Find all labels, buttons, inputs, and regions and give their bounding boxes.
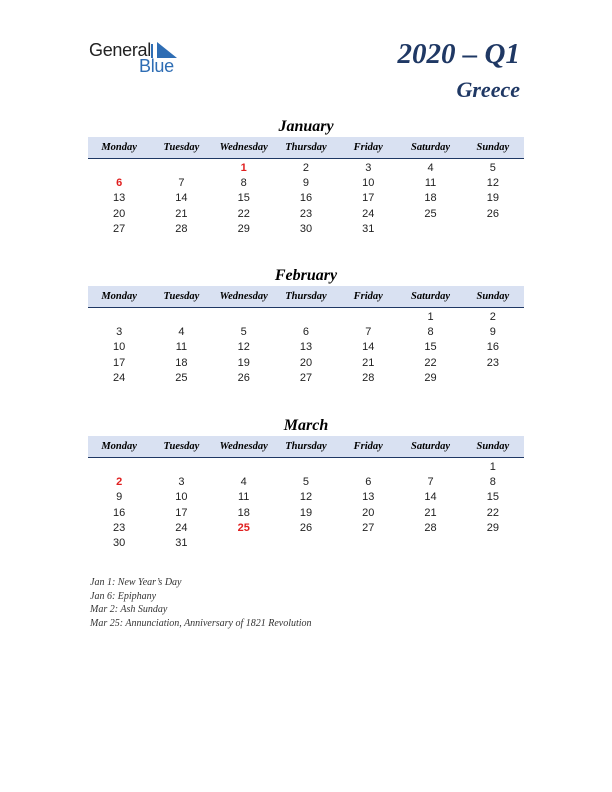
day-cell: 13 xyxy=(362,491,375,504)
day-cell: 18 xyxy=(175,356,188,369)
month-february xyxy=(88,266,524,385)
day-cell: 10 xyxy=(175,491,188,504)
month-name: January xyxy=(278,118,334,135)
day-cell: 15 xyxy=(486,491,499,504)
day-cell: 7 xyxy=(178,176,185,189)
day-cell: 27 xyxy=(113,222,126,235)
week-row xyxy=(88,175,524,190)
day-cell: 26 xyxy=(486,207,499,220)
day-cell: 5 xyxy=(489,161,496,174)
day-cell: 19 xyxy=(486,192,499,205)
day-cell: 22 xyxy=(424,356,437,369)
day-cell: 27 xyxy=(299,371,313,384)
day-cell: 31 xyxy=(362,222,375,235)
day-cell: 1 xyxy=(427,310,434,323)
day-cell: 10 xyxy=(113,341,126,354)
weekday-label: Monday xyxy=(101,441,137,452)
day-cell: 2 xyxy=(489,310,496,323)
day-cell: 6 xyxy=(302,325,310,338)
day-cell: 14 xyxy=(424,491,437,504)
week-row xyxy=(88,191,524,206)
weekday-label: Friday xyxy=(353,291,383,302)
week-row xyxy=(88,206,524,221)
logo-word-blue: Blue xyxy=(139,56,174,76)
day-cell: 26 xyxy=(299,521,313,534)
day-cell: 7 xyxy=(365,325,372,338)
day-cell: 9 xyxy=(302,176,310,189)
day-cell: 21 xyxy=(175,207,188,220)
day-cell: 24 xyxy=(175,521,188,534)
day-cell: 24 xyxy=(362,207,375,220)
day-cell: 3 xyxy=(116,325,123,338)
day-cell: 31 xyxy=(175,537,188,550)
day-cell: 3 xyxy=(178,475,185,488)
weekday-label: Saturday xyxy=(411,142,451,153)
weekday-label: Thursday xyxy=(285,441,327,452)
weekday-label: Tuesday xyxy=(163,441,200,452)
day-cell: 30 xyxy=(113,537,126,550)
day-cell: 4 xyxy=(427,161,434,174)
day-cell: 11 xyxy=(424,176,437,189)
weekday-header xyxy=(88,137,524,159)
day-cell: 16 xyxy=(113,506,126,519)
day-cell: 12 xyxy=(299,491,313,504)
day-cell: 25 xyxy=(424,207,437,220)
day-cell: 8 xyxy=(489,475,496,488)
day-cell: 9 xyxy=(116,491,123,504)
month-name: February xyxy=(274,267,338,284)
day-cell: 20 xyxy=(113,207,126,220)
day-cell: 20 xyxy=(362,506,375,519)
week-row xyxy=(88,505,524,520)
day-cell: 21 xyxy=(424,506,437,519)
quarter-title: 2020 – Q1 xyxy=(397,38,520,70)
week-row xyxy=(88,355,524,370)
week-row xyxy=(88,370,524,385)
weekday-label: Saturday xyxy=(411,441,451,452)
day-cell: 16 xyxy=(299,192,313,205)
day-cell: 15 xyxy=(424,341,437,354)
day-cell: 29 xyxy=(237,222,250,235)
holiday-note: Jan 1: New Year’s Day xyxy=(90,577,182,588)
day-cell: 23 xyxy=(486,356,499,369)
day-cell: 19 xyxy=(299,506,313,519)
day-cell: 23 xyxy=(113,521,126,534)
day-cell: 5 xyxy=(302,475,310,488)
day-cell: 5 xyxy=(240,325,247,338)
weekday-label: Sunday xyxy=(476,291,510,302)
day-cell: 20 xyxy=(299,356,313,369)
month-january xyxy=(88,117,524,236)
weekday-header xyxy=(88,286,524,308)
day-cell: 1 xyxy=(489,460,496,473)
week-row xyxy=(88,520,524,535)
month-name: March xyxy=(283,417,329,434)
week-row xyxy=(88,160,524,175)
day-cell: 13 xyxy=(113,192,126,205)
day-cell: 12 xyxy=(237,341,250,354)
brand-logo xyxy=(89,40,189,76)
weekday-label: Friday xyxy=(353,142,383,153)
weekday-label: Sunday xyxy=(476,142,510,153)
day-cell: 26 xyxy=(237,371,250,384)
day-cell: 30 xyxy=(299,222,313,235)
day-cell: 10 xyxy=(362,176,375,189)
weekday-header xyxy=(88,436,524,458)
day-cell: 17 xyxy=(362,192,375,205)
weekday-label: Friday xyxy=(353,441,383,452)
logo-word-general: General xyxy=(89,40,151,60)
weekday-label: Monday xyxy=(101,142,137,153)
day-cell: 19 xyxy=(237,356,250,369)
day-cell: 25 xyxy=(175,371,188,384)
day-cell: 25 xyxy=(237,521,250,534)
day-cell: 14 xyxy=(362,341,375,354)
day-cell: 28 xyxy=(362,371,375,384)
week-row xyxy=(88,459,524,474)
holiday-note: Mar 25: Annunciation, Anniversary of 1821 Revolution xyxy=(90,618,312,630)
weekday-label: Saturday xyxy=(411,291,451,302)
country-name: Greece xyxy=(456,77,520,102)
day-cell: 17 xyxy=(175,506,188,519)
week-row xyxy=(88,474,524,489)
weekday-label: Monday xyxy=(101,291,137,302)
day-cell: 22 xyxy=(237,207,250,220)
day-cell: 3 xyxy=(365,161,372,174)
day-cell: 21 xyxy=(362,356,375,369)
day-cell: 22 xyxy=(486,506,499,519)
day-cell: 18 xyxy=(424,192,437,205)
day-cell: 18 xyxy=(237,506,250,519)
day-cell: 7 xyxy=(427,475,434,488)
day-cell: 24 xyxy=(113,371,126,384)
weekday-label: Sunday xyxy=(476,441,510,452)
day-cell: 1 xyxy=(240,161,247,174)
day-cell: 15 xyxy=(237,192,250,205)
holiday-note: Jan 6: Epiphany xyxy=(90,590,157,602)
day-cell: 6 xyxy=(116,176,123,189)
week-row xyxy=(88,309,524,324)
weekday-label: Wednesday xyxy=(219,142,268,153)
day-cell: 4 xyxy=(240,475,247,488)
weekday-label: Tuesday xyxy=(163,142,200,153)
day-cell: 28 xyxy=(175,222,188,235)
day-cell: 14 xyxy=(175,192,188,205)
day-cell: 6 xyxy=(365,475,372,488)
day-cell: 27 xyxy=(362,521,375,534)
day-cell: 29 xyxy=(486,521,499,534)
day-cell: 11 xyxy=(237,491,250,504)
week-row xyxy=(88,221,524,236)
weekday-label: Tuesday xyxy=(163,291,200,302)
week-row xyxy=(88,324,524,339)
weekday-label: Thursday xyxy=(285,291,327,302)
day-cell: 2 xyxy=(116,475,123,488)
weekday-label: Thursday xyxy=(285,142,327,153)
week-row xyxy=(88,490,524,505)
day-cell: 11 xyxy=(175,341,188,354)
week-row xyxy=(88,535,524,550)
day-cell: 29 xyxy=(424,371,437,384)
weekday-label: Wednesday xyxy=(219,291,268,302)
holiday-notes xyxy=(90,576,312,631)
weekday-label: Wednesday xyxy=(219,441,268,452)
day-cell: 4 xyxy=(178,325,185,338)
day-cell: 23 xyxy=(299,207,313,220)
day-cell: 8 xyxy=(240,176,247,189)
week-row xyxy=(88,340,524,355)
day-cell: 13 xyxy=(299,341,313,354)
day-cell: 2 xyxy=(302,161,310,174)
day-cell: 16 xyxy=(486,341,499,354)
day-cell: 17 xyxy=(113,356,126,369)
holiday-note: Mar 2: Ash Sunday xyxy=(90,604,168,616)
day-cell: 9 xyxy=(489,325,496,338)
month-march xyxy=(88,416,524,551)
day-cell: 28 xyxy=(424,521,437,534)
day-cell: 12 xyxy=(486,176,499,189)
day-cell: 8 xyxy=(427,325,434,338)
